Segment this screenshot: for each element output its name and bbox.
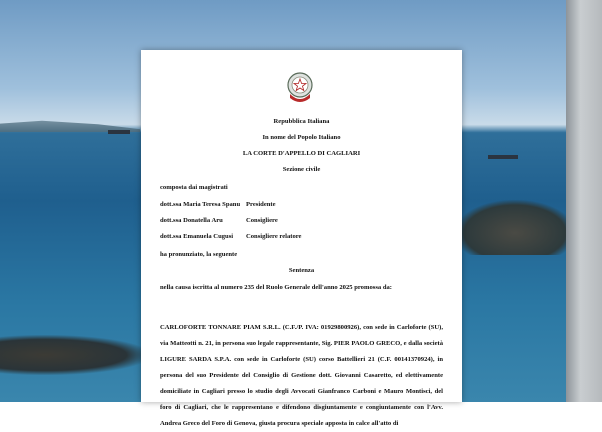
judge-name: dott.ssa Emanuela Cugusi [160,233,234,240]
section-name: Sezione civile [282,166,321,173]
boat [108,130,130,134]
composed-label: composta dai magistrati [160,184,228,191]
judge-name: dott.ssa Donatella Aru [160,217,223,224]
window-frame [566,0,602,402]
rocks [0,335,150,375]
judge-role: Presidente [246,201,276,208]
boat [488,155,518,159]
court-name: LA CORTE D'APPELLO DI CAGLIARI [242,150,361,157]
intro-line: nella causa iscritta al numero 235 del Ruolo Generale dell'anno 2025 promossa da: [160,284,393,291]
italian-republic-emblem [285,70,315,106]
header-line: Repubblica Italiana [273,118,330,125]
judge-name: dott.ssa Maria Teresa Spanu [160,201,241,208]
rocks [455,200,575,255]
pronounced-line: ha pronunziato, la seguente [160,251,238,258]
judge-role: Consigliere relatore [246,233,302,240]
parties-paragraph: CARLOFORTE TONNARE PIAM S.R.L. (C.F./P. IVA: 01929800926), con sede in Carloforte (SU), via Matteotti n. 21, in persona suo legale rappresentante, Sig. PIER PAOLO GRECO, e dalla società LIGURE SARDA S.P.A. con sede in Carloforte (SU) corso Battellieri 21 (C.F. 00141370924), in persona del suo Presidente del Consiglio di Gestione dott. Giovanni Casaretto, ed elettivamente domiciliate in Cagliari presso lo studio degli Avvocati Gianfranco Carboni e Mauro Montisci, del foro di Cagliari, che le rappresentano e difendono disgiuntamente e congiuntamente con l'Avv. Andrea Greco del Foro di Genova, giusta procura speciale apposta in calce all'atto di [160,324,443,427]
header-line: In nome del Popolo Italiano [262,134,341,141]
sentence-title: Sentenza [288,267,315,274]
court-document [141,50,462,427]
judge-role: Consigliere [246,217,278,224]
